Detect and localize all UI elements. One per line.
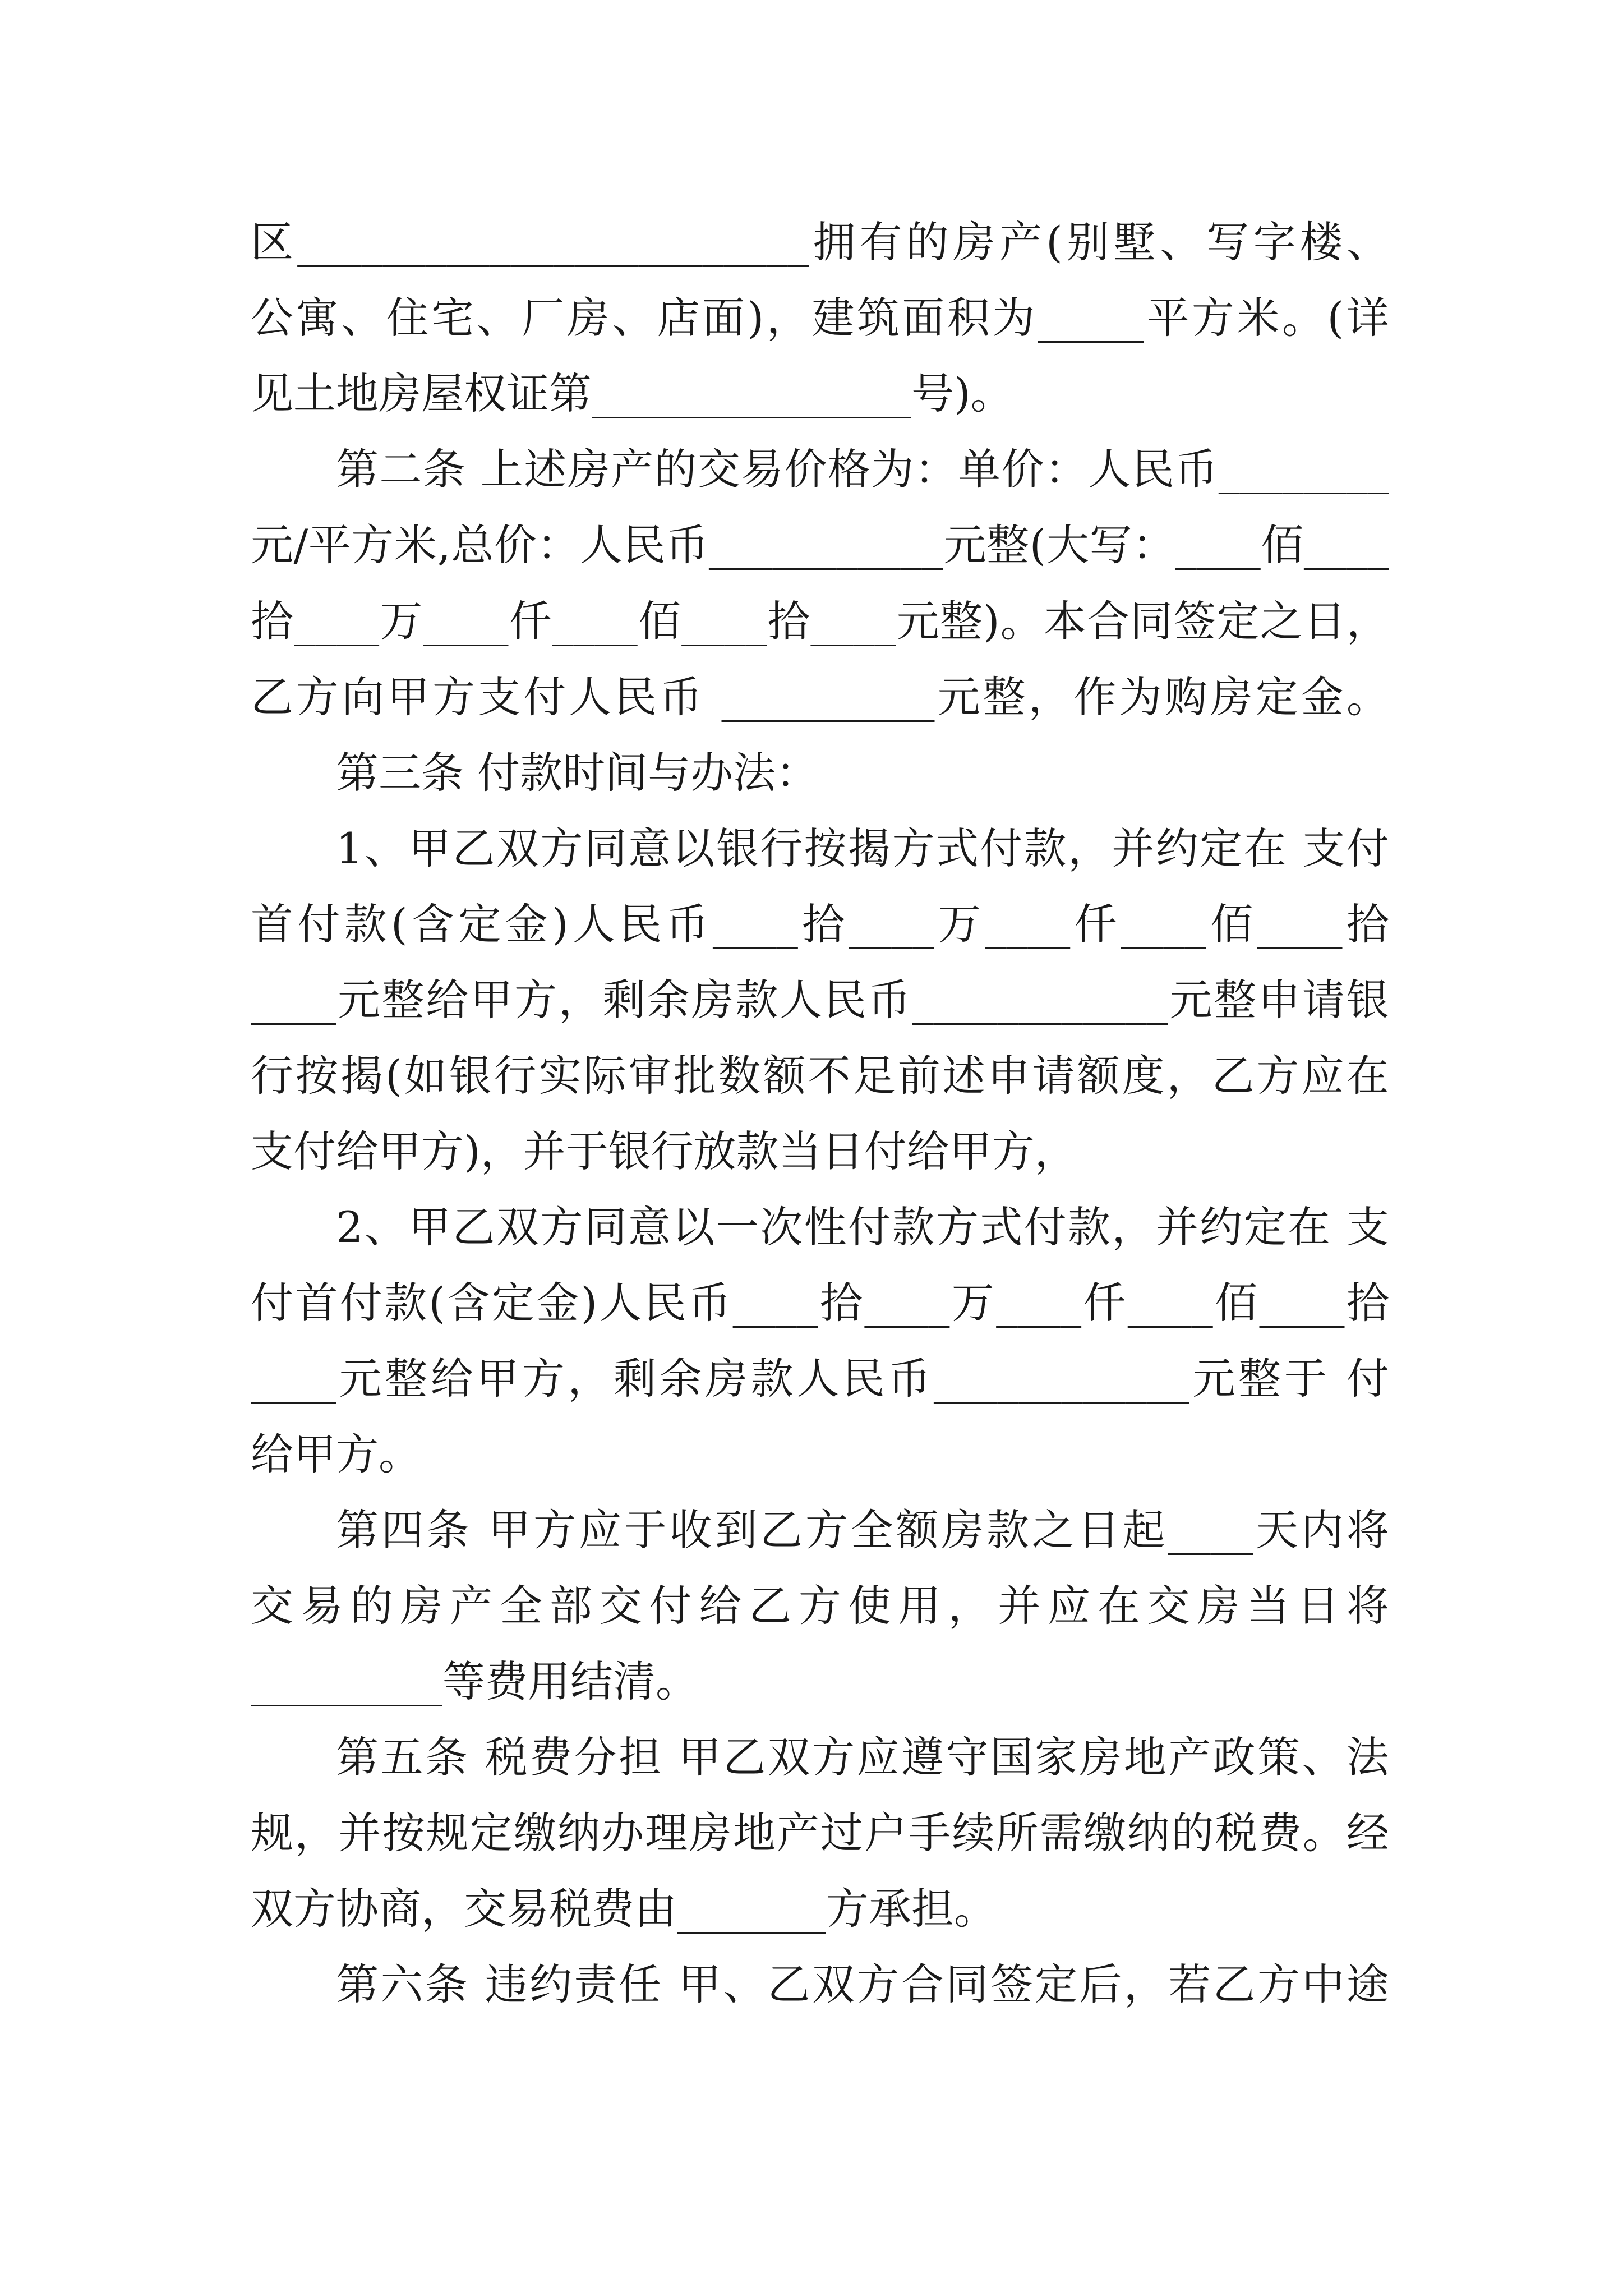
text-line: 付 首 付 款 ( 含 定 金 ) 人 民 币 ____ 拾 ____ 万 ____ 仟 ____ 佰 ____ 拾 — [251, 1278, 1389, 1328]
text-line: ____ 元 整 给 甲 方 ， 剩 余 房 款 人 民 币 ____________ 元 整 申 请 银 — [251, 975, 1389, 1025]
text-line: 支付给甲方)，并于银行放款当日付给甲方， — [251, 1126, 1077, 1176]
text-line: 区 ________________________ 拥 有 的 房 产 ( 别 墅 、 写 字 楼 、 — [251, 217, 1389, 267]
text-line: 行 按 揭 ( 如 银 行 实 际 审 批 数 额 不 足 前 述 申 请 额 度 ， 乙 方 应 在 — [251, 1051, 1389, 1101]
text-line: 双方协商，交易税费由_______方承担。 — [251, 1884, 997, 1934]
text-line: _________等费用结清。 — [251, 1657, 698, 1706]
text-line: 第 四 条 甲 方 应 于 收 到 乙 方 全 额 房 款 之 日 起 ____ 天 内 将 — [336, 1505, 1389, 1555]
text-line: 第 六 条 违 约 责 任 甲 、 乙 双 方 合 同 签 定 后 ， 若 乙 方 中 途 — [336, 1959, 1389, 2009]
text-line: 第三条 付款时间与办法： — [336, 748, 819, 798]
text-line: ____ 元 整 给 甲 方 ， 剩 余 房 款 人 民 币 ____________ 元 整 于 付 — [251, 1354, 1389, 1404]
text-line: 拾 ____ 万 ____ 仟 ____ 佰 ____ 拾 ____ 元 整 ) 。 本 合 同 签 定 之 日 ， — [251, 596, 1389, 646]
text-line: 乙 方 向 甲 方 支 付 人 民 币 __________ 元 整 ， 作 为 购 房 定 金 。 — [251, 672, 1389, 722]
text-line: 给甲方。 — [251, 1429, 421, 1479]
text-line: 首 付 款 ( 含 定 金 ) 人 民 币 ____ 拾 ____ 万 ____ 仟 ____ 佰 ____ 拾 — [251, 899, 1389, 949]
text-line: 见土地房屋权证第_______________号)。 — [251, 369, 1013, 418]
text-line: 第 二 条 上 述 房 产 的 交 易 价 格 为 ： 单 价 ： 人 民 币 ________ — [336, 444, 1389, 494]
text-line: 元 / 平 方 米 , 总 价 ： 人 民 币 ___________ 元 整 ( 大 写 ： ____ 佰 ____ — [251, 520, 1389, 570]
text-line: 公 寓 、 住 宅 、 厂 房 、 店 面 ) ， 建 筑 面 积 为 _____ 平 方 米 。 ( 详 — [251, 293, 1389, 343]
text-line: 交 易 的 房 产 全 部 交 付 给 乙 方 使 用 ， 并 应 在 交 房 当 日 将 — [251, 1581, 1389, 1631]
text-line: 第 五 条 税 费 分 担 甲 乙 双 方 应 遵 守 国 家 房 地 产 政 策 、 法 — [336, 1732, 1389, 1782]
text-line: 1 、 甲 乙 双 方 同 意 以 银 行 按 揭 方 式 付 款 ， 并 约 定 在 支 付 — [336, 823, 1389, 873]
text-line: 规 ， 并 按 规 定 缴 纳 办 理 房 地 产 过 户 手 续 所 需 缴 纳 的 税 费 。 经 — [251, 1808, 1389, 1858]
text-line: 2 、 甲 乙 双 方 同 意 以 一 次 性 付 款 方 式 付 款 ， 并 约 定 在 支 — [336, 1202, 1389, 1252]
